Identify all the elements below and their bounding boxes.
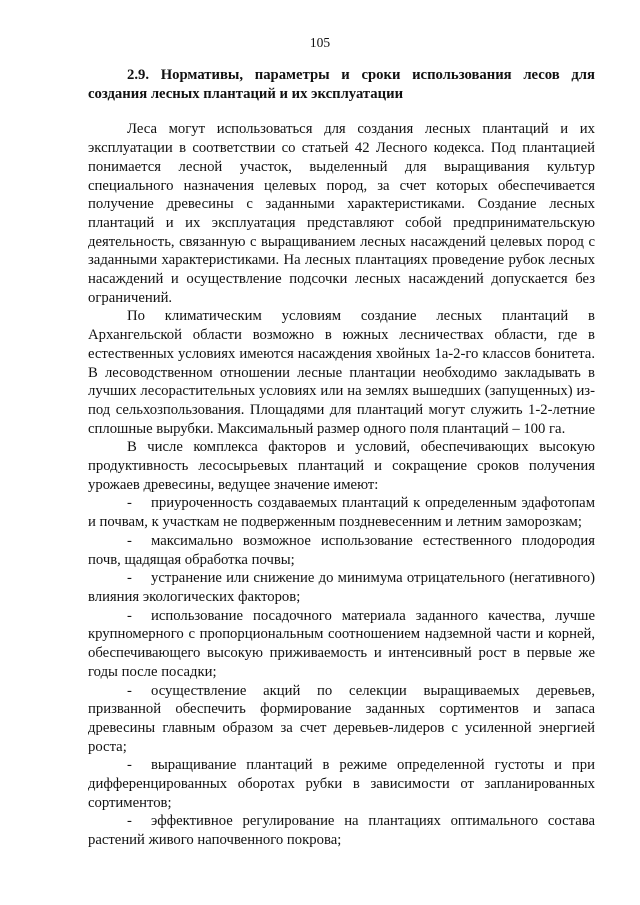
list-item-text: осуществление акций по селекции выращиваемых деревьев, призванной обеспечить формирование заданных сортиментов и запаса древесины главным образом за счет деревьев-лидеров с усиленной энергией роста; [88,682,595,755]
list-item-text: максимально возможное использование естественного плодородия почв, щадящая обработка почвы; [88,532,595,568]
list-item-text: использование посадочного материала заданного качества, лучше крупномерного с пропорциональным соотношением надземной части и корней, обеспечивающего высокую приживаемость и интенсивный рост в первые же годы после посадки; [88,607,595,680]
list-bullet: - [127,532,132,549]
factors-list [88,494,595,849]
page-number: 105 [309,35,331,50]
list-item [88,569,595,606]
list-item-text: приуроченность создаваемых плантаций к определенным эдафотопам и почвам, к участкам не подверженным поздневесенним и летним заморозкам; [88,495,595,531]
list-bullet: - [127,570,132,587]
list-bullet: - [127,607,132,624]
paragraph: Леса могут использоваться для создания лесных плантаций и их эксплуатации в соответствии со статьей 42 Лесного кодекса. Под плантацией понимается лесной участок, выделенный для выращивания культур специального назначения целевых пород, за счет которых обеспечивается получение древесины с заданными характеристиками. Создание лесных плантаций и их эксплуатация представляют собой предпринимательскую деятельность, связанную с выращиванием лесных насаждений целевых пород с заданными характеристиками. На лесных плантациях проведение рубок лесных насаждений и осуществление подсочки лесных насаждений допускается без ограничений. [88,121,595,306]
list-item [88,812,595,849]
paragraph: По климатическим условиям создание лесных плантаций в Архангельской области возможно в южных лесничествах области, где в естественных условиях имеются насаждения хвойных 1а-2-го классов бонитета. В лесоводственном отношении лесные плантации необходимо закладывать в лучших лесорастительных условиях или на землях вышедших (запущенных) из-под сельхозпользования. Площадями для плантаций могут служить 1-2-летние сплошные вырубки. Максимальный размер одного поля плантаций – 100 га. [88,308,595,437]
list-item [88,756,595,812]
page-content [88,66,595,850]
list-item-text: эффективное регулирование на плантациях оптимального состава растений живого напочвенного покрова; [88,813,595,849]
section-heading: 2.9. Нормативы, параметры и сроки использования лесов для создания лесных плантаций и их эксплуатации [88,67,595,102]
list-item [88,494,595,531]
list-item [88,682,595,757]
list-item [88,532,595,569]
list-bullet: - [127,682,132,699]
list-item-text: устранение или снижение до минимума отрицательного (негативного) влияния экологических факторов; [88,570,595,605]
list-bullet: - [127,813,132,830]
list-item-text: выращивание плантаций в режиме определенной густоты и при дифференцированных оборотах рубки в зависимости от запланированных сортиментов; [88,757,595,811]
list-bullet: - [127,495,132,512]
list-bullet: - [127,757,132,774]
paragraph: В числе комплекса факторов и условий, обеспечивающих высокую продуктивность лесосырьевых плантаций и сокращение сроков получения урожаев древесины, ведущее значение имеют: [88,439,595,493]
list-item [88,607,595,682]
